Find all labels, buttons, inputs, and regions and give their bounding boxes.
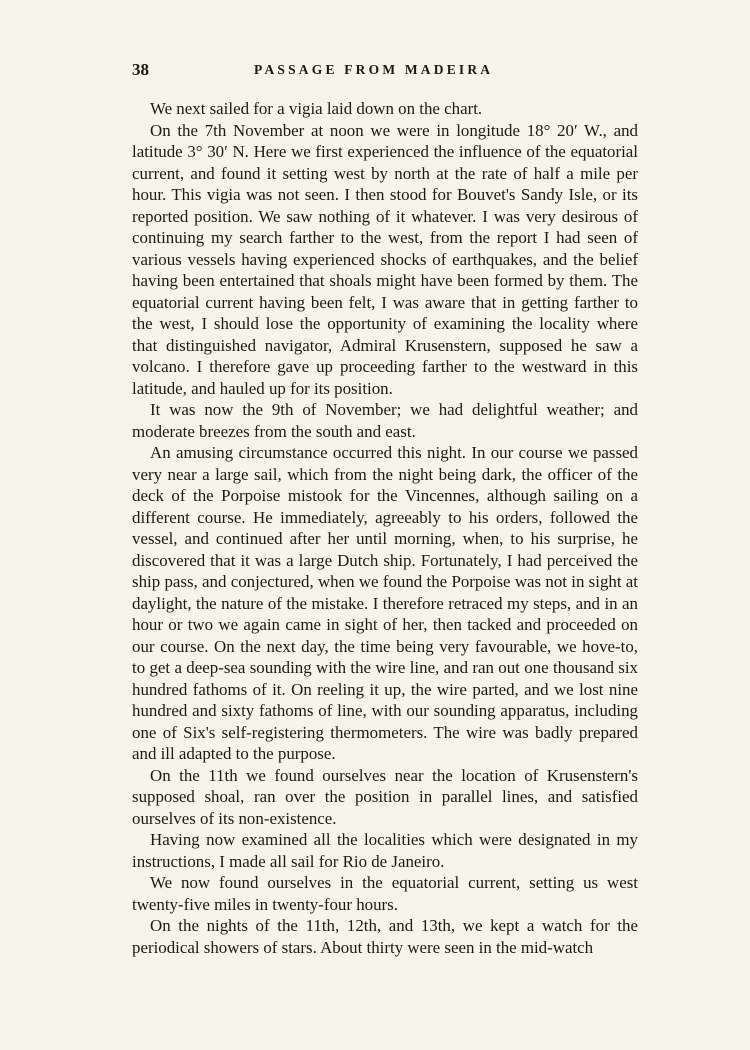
body-text — [132, 98, 638, 958]
running-title: PASSAGE FROM MADEIRA — [254, 62, 494, 77]
paragraph-8: On the nights of the 11th, 12th, and 13th, we kept a watch for the periodical showers of stars. About thirty were seen in the mid-watch — [132, 916, 638, 957]
paragraph-3: It was now the 9th of November; we had delightful weather; and moderate breezes from the south and east. — [132, 400, 638, 441]
paragraph-1: We next sailed for a vigia laid down on the chart. — [150, 99, 483, 118]
page-header — [132, 60, 640, 84]
paragraph-2: On the 7th November at noon we were in longitude 18° 20′ W., and latitude 3° 30′ N. Here we first experienced the influence of the equatorial current, and found it setting west by north at the rate of half a mile per hour. This vigia was not seen. I then stood for Bouvet's Sandy Isle, or its reported position. We saw nothing of it whatever. I was very desirous of continuing my search farther to the west, from the report I had seen of various vessels having experienced shocks of earthquakes, and the belief having been entertained that shoals might have been formed by them. The equatorial current having been felt, I was aware that in getting farther to the west, I should lose the opportunity of examining the locality where that distinguished navigator, Admiral Krusenstern, supposed he saw a volcano. I therefore gave up proceeding farther to the westward in this latitude, and hauled up for its position. — [132, 120, 638, 398]
paragraph-6: Having now examined all the localities which were designated in my instructions, I made all sail for Rio de Janeiro. — [132, 830, 638, 871]
paragraph-7: We now found ourselves in the equatorial current, setting us west twenty-five miles in twenty-four hours. — [132, 873, 638, 914]
page-number: 38 — [132, 60, 149, 79]
paragraph-5: On the 11th we found ourselves near the location of Krusenstern's supposed shoal, ran over the position in parallel lines, and satisfied ourselves of its non-existence. — [132, 765, 638, 828]
paragraph-4: An amusing circumstance occurred this night. In our course we passed very near a large sail, which from the night being dark, the officer of the deck of the Porpoise mistook for the Vincennes, although sailing on a different course. He immediately, agreeably to his orders, followed the vessel, and continued after her until morning, when, to his surprise, he discovered that it was a large Dutch ship. Fortunately, I had perceived the ship pass, and conjectured, when we found the Porpoise was not in sight at daylight, the nature of the mistake. I therefore retraced my steps, and in an hour or two we again came in sight of her, then tacked and proceeded on our course. On the next day, the time being very favourable, we hove-to, to get a deep-sea sounding with the wire line, and ran out one thousand six hundred fathoms of it. On reeling it up, the wire parted, and we lost nine hundred and sixty fathoms of line, with our sounding apparatus, including one of Six's self-registering thermometers. The wire was badly prepared and ill adapted to the purpose. — [132, 443, 638, 763]
